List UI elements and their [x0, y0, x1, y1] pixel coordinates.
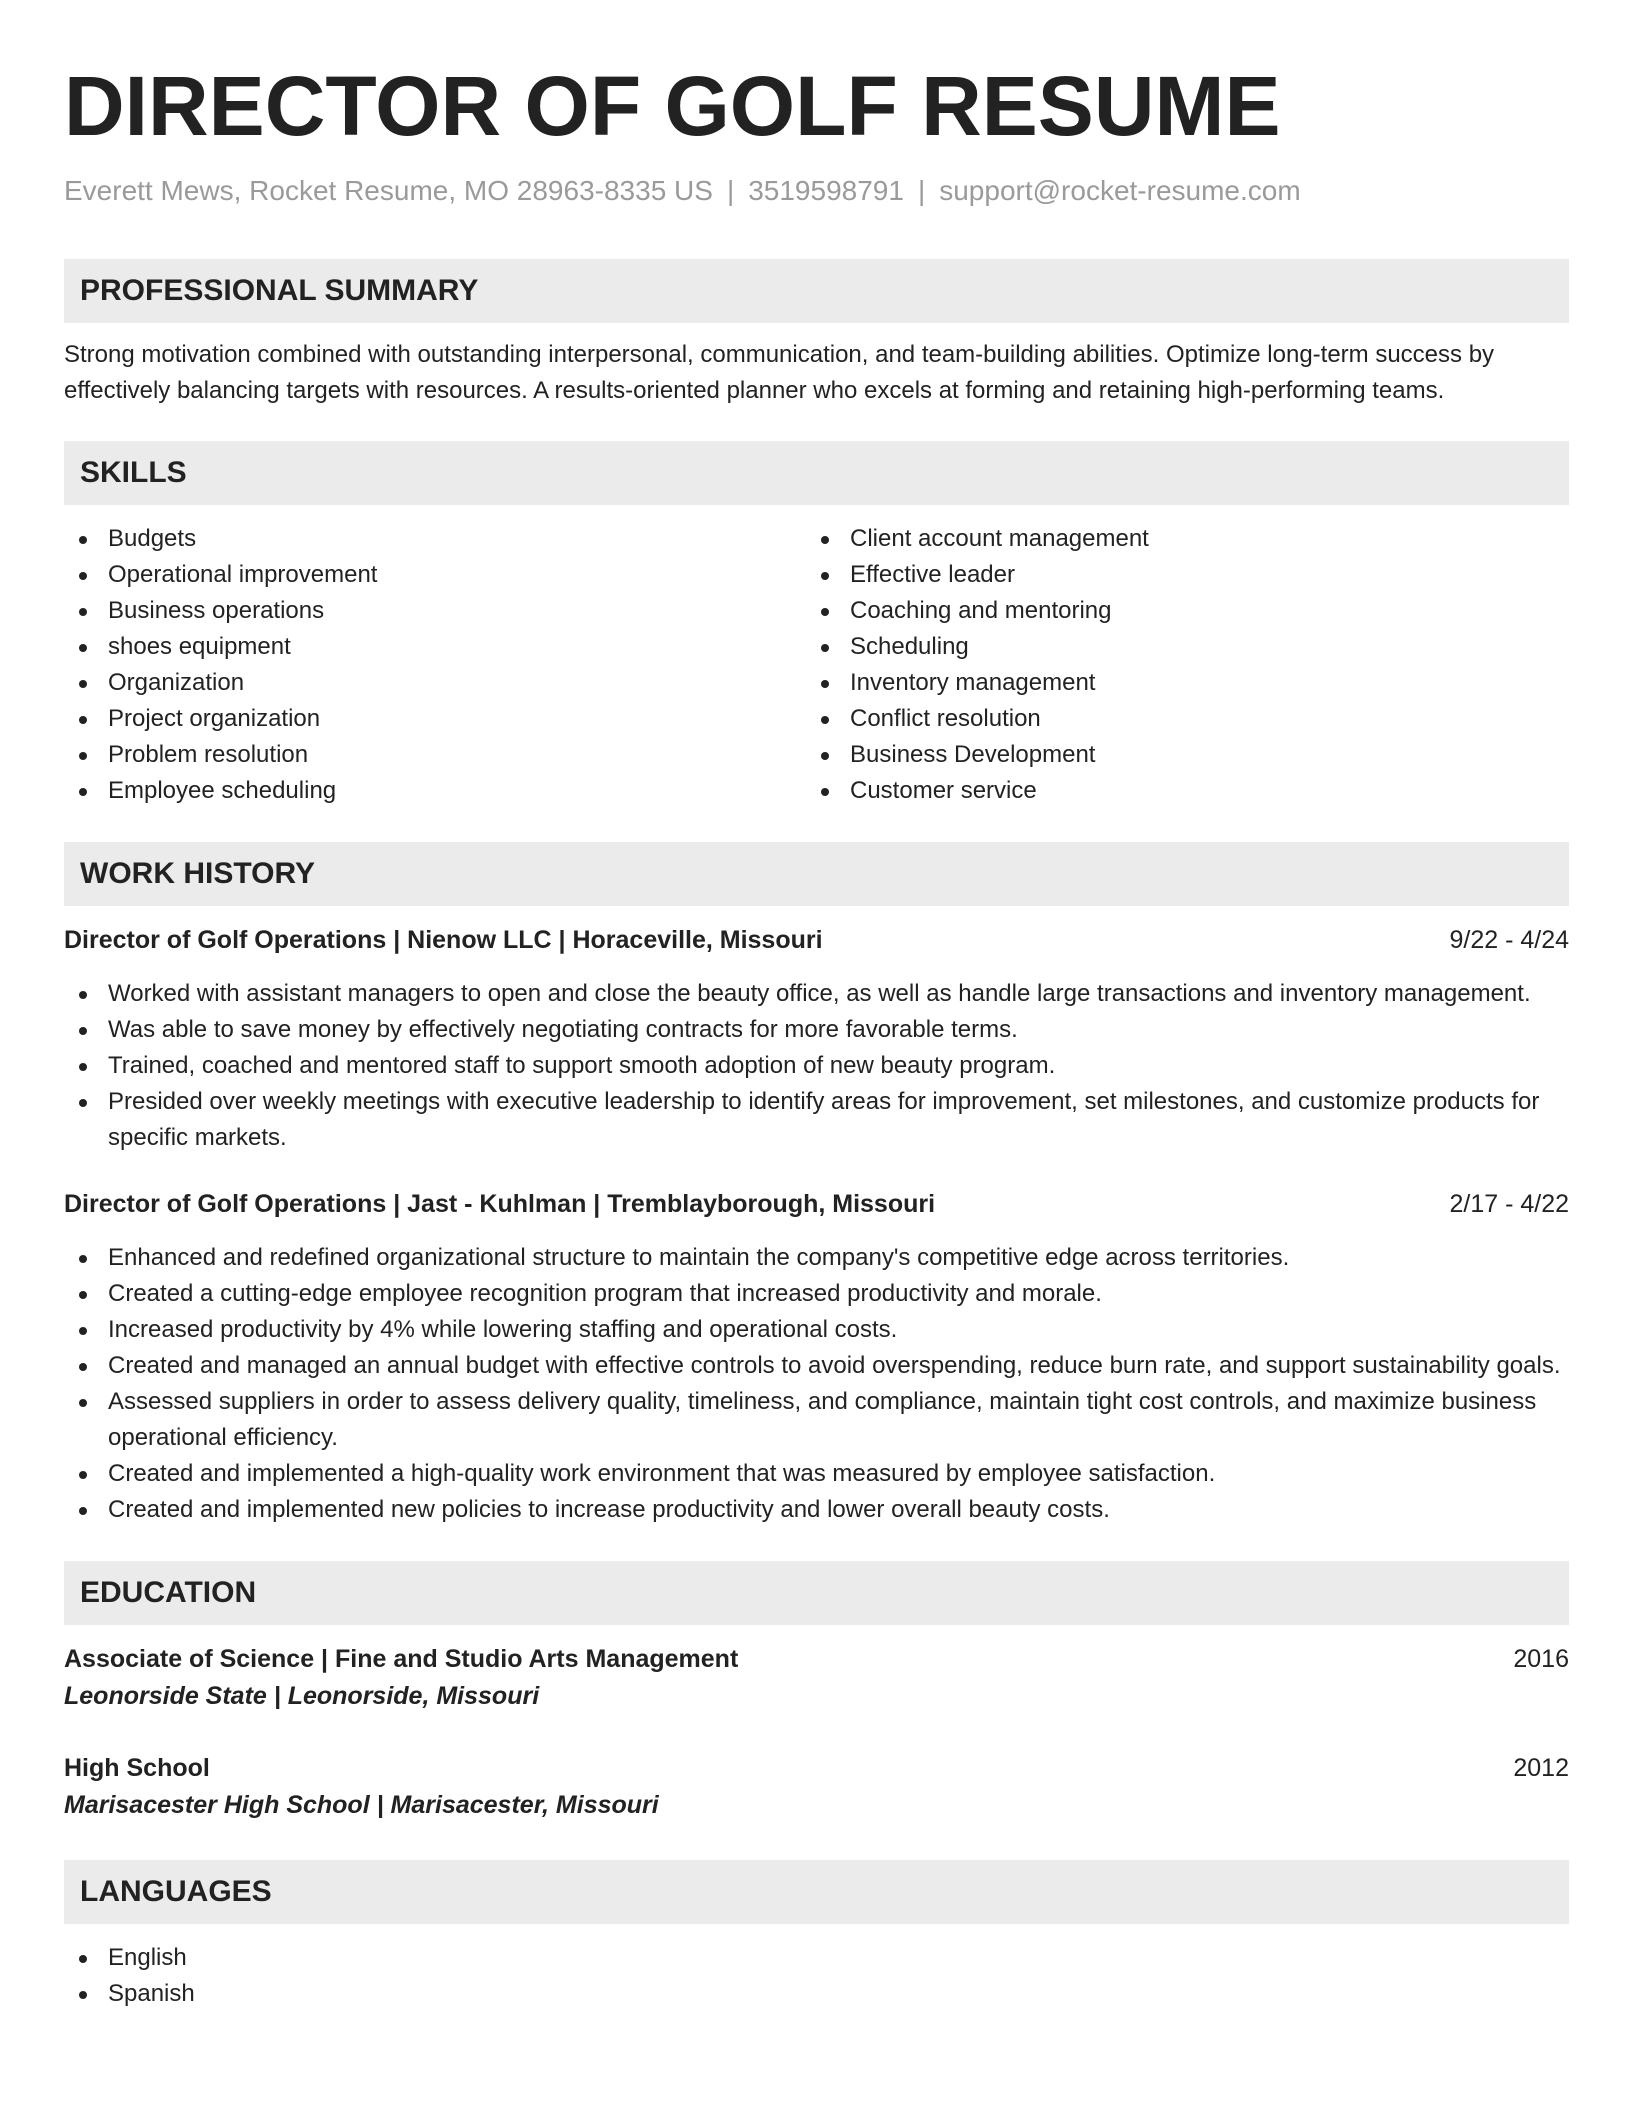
language-item: English	[64, 1940, 1569, 1976]
skill-item: Client account management	[806, 521, 1548, 557]
skill-item: Budgets	[64, 521, 806, 557]
skill-item: Effective leader	[806, 557, 1548, 593]
skill-item: Problem resolution	[64, 737, 806, 773]
job-header	[64, 922, 1569, 958]
job-bullet: Created and implemented a high-quality work environment that was measured by employee satisfaction.	[64, 1456, 1569, 1492]
education-year: 2012	[1513, 1753, 1569, 1782]
education-entry	[64, 1750, 1569, 1824]
skill-item: Project organization	[64, 701, 806, 737]
skills-grid	[64, 521, 1569, 809]
job-bullet: Enhanced and redefined organizational structure to maintain the company's competitive edge across territories.	[64, 1240, 1569, 1276]
skill-item: Operational improvement	[64, 557, 806, 593]
job-title: Director of Golf Operations | Nienow LLC | Horaceville, Missouri	[64, 925, 823, 954]
education-school: Marisacester High School | Marisacester, Missouri	[64, 1790, 659, 1819]
job-bullet: Was able to save money by effectively negotiating contracts for more favorable terms.	[64, 1012, 1569, 1048]
contact-separator: |	[726, 175, 735, 206]
skill-item: Coaching and mentoring	[806, 593, 1548, 629]
skills-right-column	[806, 521, 1548, 809]
skill-item: Customer service	[806, 773, 1548, 809]
job-title: Director of Golf Operations | Jast - Kuhlman | Tremblayborough, Missouri	[64, 1189, 936, 1218]
job-header	[64, 1186, 1569, 1222]
resume-page	[64, 56, 1569, 2012]
job-bullets	[64, 1240, 1569, 1528]
job-bullet: Trained, coached and mentored staff to support smooth adoption of new beauty program.	[64, 1048, 1569, 1084]
skills-section-header: SKILLS	[64, 441, 1569, 505]
summary-section-header: PROFESSIONAL SUMMARY	[64, 259, 1569, 323]
education-school: Leonorside State | Leonorside, Missouri	[64, 1681, 540, 1710]
skill-item: Organization	[64, 665, 806, 701]
contact-phone: 3519598791	[748, 175, 904, 206]
job-entry	[64, 922, 1569, 1156]
language-item: Spanish	[64, 1976, 1569, 2012]
skill-item: shoes equipment	[64, 629, 806, 665]
job-bullet: Created a cutting-edge employee recognition program that increased productivity and morale.	[64, 1276, 1569, 1312]
job-dates: 9/22 - 4/24	[1449, 925, 1569, 954]
skill-item: Employee scheduling	[64, 773, 806, 809]
job-bullet: Worked with assistant managers to open and close the beauty office, as well as handle large transactions and inventory management.	[64, 976, 1569, 1012]
education-entry	[64, 1641, 1569, 1715]
job-bullet: Created and implemented new policies to increase productivity and lower overall beauty costs.	[64, 1492, 1569, 1528]
skills-left-column	[64, 521, 806, 809]
contact-separator: |	[917, 175, 926, 206]
job-bullet: Presided over weekly meetings with executive leadership to identify areas for improvement, set milestones, and customize products for specific markets.	[64, 1084, 1569, 1156]
education-header	[64, 1641, 1569, 1677]
education-degree: Associate of Science | Fine and Studio Arts Management	[64, 1644, 739, 1673]
skill-item: Inventory management	[806, 665, 1548, 701]
education-year: 2016	[1513, 1644, 1569, 1673]
job-bullet: Assessed suppliers in order to assess delivery quality, timeliness, and compliance, maintain tight cost controls, and maximize business operational efficiency.	[64, 1384, 1569, 1456]
languages-list	[64, 1940, 1569, 2012]
education-header	[64, 1750, 1569, 1786]
education-section-header: EDUCATION	[64, 1561, 1569, 1625]
summary-text: Strong motivation combined with outstanding interpersonal, communication, and team-building abilities. Optimize long-term success by effectively balancing targets with resources. A results-oriented planner who excels at forming and retaining high-performing teams.	[64, 340, 1495, 404]
job-bullet: Created and managed an annual budget with effective controls to avoid overspending, reduce burn rate, and support sustainability goals.	[64, 1348, 1569, 1384]
job-bullet: Increased productivity by 4% while lowering staffing and operational costs.	[64, 1312, 1569, 1348]
skill-item: Scheduling	[806, 629, 1548, 665]
job-entry	[64, 1186, 1569, 1528]
skill-item: Business Development	[806, 737, 1548, 773]
contact-line	[64, 174, 1569, 208]
job-bullets	[64, 976, 1569, 1156]
skill-item: Business operations	[64, 593, 806, 629]
contact-address: Everett Mews, Rocket Resume, MO 28963-8335 US	[64, 175, 713, 206]
job-dates: 2/17 - 4/22	[1449, 1189, 1569, 1218]
skill-item: Conflict resolution	[806, 701, 1548, 737]
resume-title: DIRECTOR OF GOLF RESUME	[64, 59, 1281, 153]
languages-section-header: LANGUAGES	[64, 1860, 1569, 1924]
work-section-header: WORK HISTORY	[64, 842, 1569, 906]
education-degree: High School	[64, 1753, 210, 1782]
contact-email: support@rocket-resume.com	[939, 175, 1301, 206]
